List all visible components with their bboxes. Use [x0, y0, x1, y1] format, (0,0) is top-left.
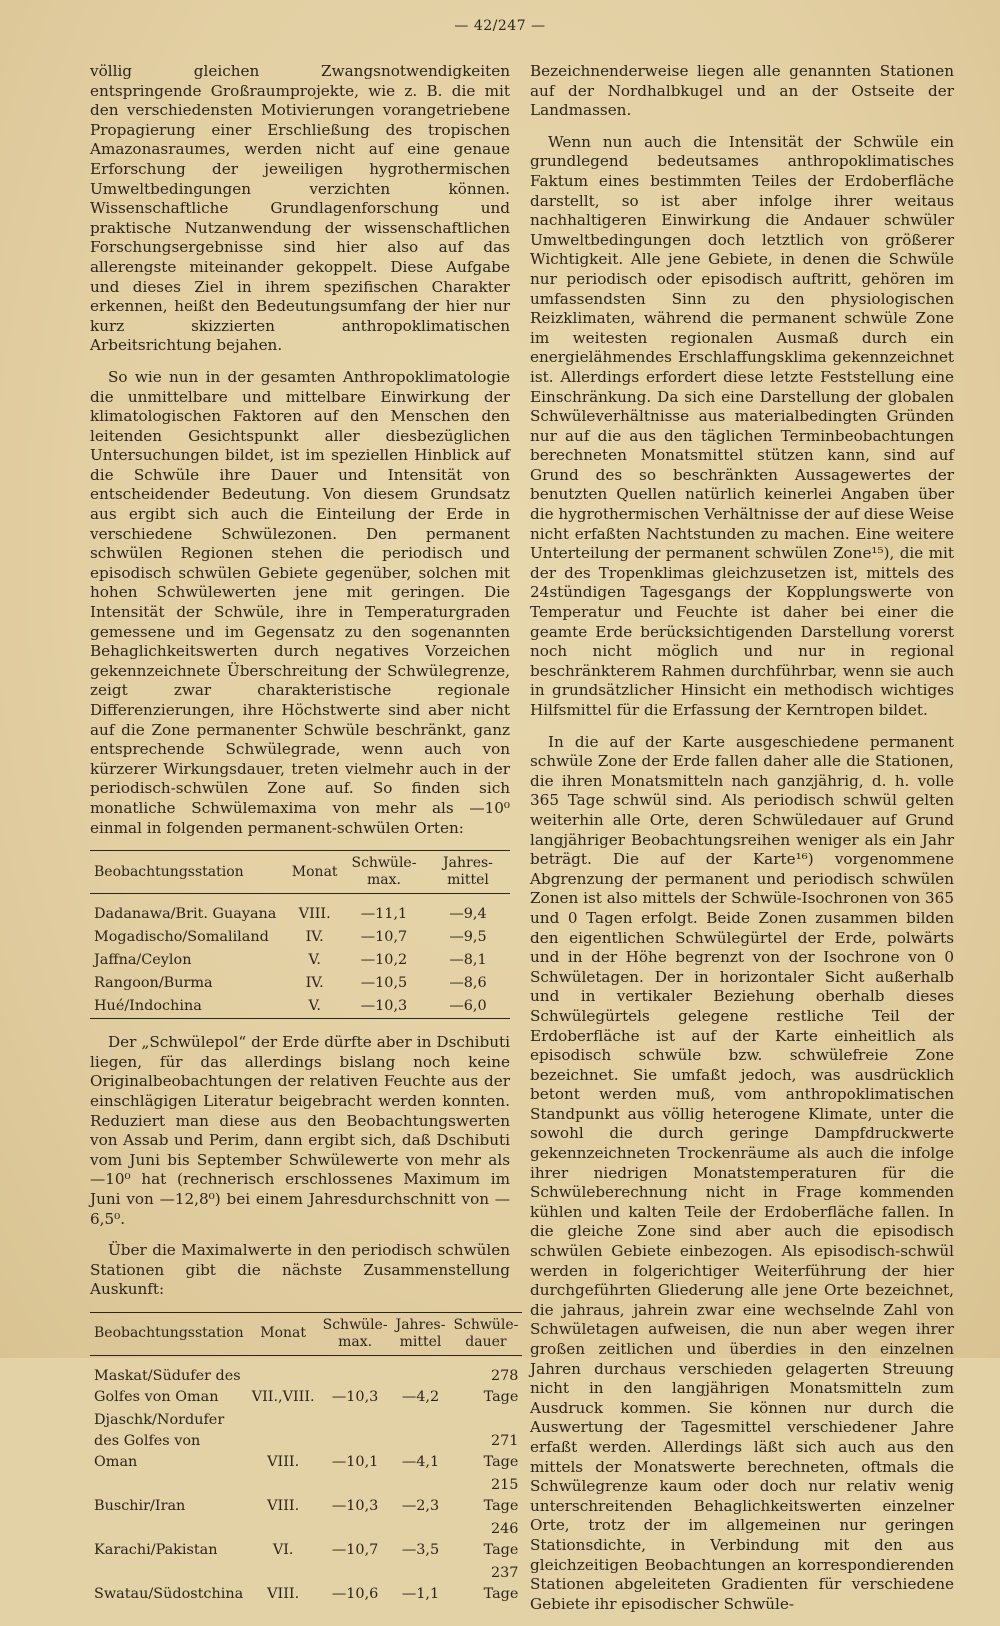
table-row [90, 1562, 522, 1606]
month-cell: VI. [272, 1541, 294, 1558]
left-paragraph-2: So wie nun in der gesamten Anthropoklimatologie die unmittelbare und mittelbare Einwirkung der klimatologischen Faktoren auf den Menschen den leitenden Gesichtspunkt aller diesbezüglichen Untersuchungen bildet, ist im speziellen Hinblick auf die Schwüle ihre Dauer und Intensität von entscheidender Bedeutung. Von diesem Grundsatz aus ergibt sich auch die Einteilung der Erde in verschiedene Schwülezonen. Den permanent schwülen Regionen stehen die periodisch und episodisch schwülen Gebiete gegenüber, solchen mit hohen Schwülewerten jene mit geringen. Die Intensität der Schwüle, ihre in Temperaturgraden gemessene und im Gegensatz zu den sogenannten Behaglichkeitswerten durch negatives Vorzeichen gekennzeichnete Überschreitung der Schwülegrenze, zeigt zwar charakteristische regionale Differenzierungen, ihre Höchstwerte sind aber nicht auf die Zone permanenter Schwüle beschränkt, ganz entsprechende Schwülegrade, wenn auch von kürzerer Wirkungsdauer, treten vielmehr auch in der periodisch-schwülen Zone auf. So finden sich monatliche Schwülemaxima von mehr als —10⁰ einmal in folgenden permanent-schwülen Orten: [90, 367, 510, 837]
mean-cell: —8,1 [449, 952, 487, 969]
station-cell: Karachi/Pakistan [94, 1541, 218, 1558]
table-row [90, 1409, 522, 1474]
month-cell: VIII. [267, 1453, 300, 1470]
duration-cell: 278 Tage [483, 1367, 519, 1405]
duration-cell: 237 Tage [483, 1564, 519, 1602]
right-column [530, 62, 954, 1626]
duration-cell: 246 Tage [483, 1520, 519, 1558]
station-cell: Swatau/Südostchina [94, 1585, 244, 1602]
month-cell: V. [308, 952, 321, 969]
table-header-row [90, 1312, 522, 1355]
station-cell: Hué/Indochina [94, 998, 202, 1015]
column-header: Jahres-mittel [443, 855, 493, 889]
table-row [90, 1355, 522, 1409]
station-cell: Buschir/Iran [94, 1497, 186, 1514]
right-paragraph-2: Wenn nun auch die Intensität der Schwüle ein grundlegend bedeutsames anthropoklimatisches Faktum eines bestimmten Teiles der Erdoberfläche darstellt, so ist aber infolge ihrer weitaus nachhaltigeren Einwirkung die Andauer schwüler Umweltbedingungen doch letztlich von größerer Wichtigkeit. Alle jene Gebiete, in denen die Schwüle nur periodisch oder episodisch auftritt, gehören im umfassendsten Sinn zu den physiologischen Reizklimaten, während die permanent schwüle Zone im weitesten regionalen Ausmaß durch ein energielähmendes Erschlaffungsklima gekennzeichnet ist. Allerdings erfordert diese letzte Feststellung eine Einschränkung. Da sich eine Darstellung der globalen Schwüleverhältnisse aus materialbedingten Gründen nur auf die aus den täglichen Terminbeobachtungen berechneten Monatsmittel stützen kann, sind auf Grund des so beschränkten Aussagewertes der benutzten Quellen natürlich keinerlei Angaben über die hygrothermischen Verhältnisse der auf diese Weise nicht erfaßten Nachtstunden zu machen. Eine weitere Unterteilung der permanent schwülen Zone¹⁵), die mit der des Tropenklimas gleichzusetzen ist, mittels des 24stündigen Tagesgangs der Kopplungswerte von Temperatur und Feuchte ist daher bei einer die geamte Erde berücksichtigenden Darstellung vorerst noch nicht möglich und nur in regional beschränkterem Rahmen durchführbar, wenn sie auch in grundsätzlicher Hinsicht ein methodisch wichtiges Hilfsmittel für die Erfassung der Kerntropen bildet. [530, 132, 954, 719]
station-cell: Djaschk/Nordufer des Golfes von Oman [94, 1411, 225, 1470]
station-cell: Dadanawa/Brit. Guayana [94, 906, 277, 923]
duration-cell: 215 Tage [483, 1476, 519, 1514]
column-header: Beobachtungsstation [94, 863, 244, 880]
column-header: Schwüle-max. [322, 1316, 388, 1350]
max-cell: —10,3 [331, 1388, 379, 1405]
month-cell: VII.,VIII. [251, 1388, 315, 1405]
left-paragraph-1: völlig gleichen Zwangsnotwendigkeiten entspringende Großraumprojekte, wie z. B. die mit den verschiedensten Motivierungen vorangetriebene Propagierung einer Erschließung des tropischen Amazonasraumes, werden nicht auf eine genaue Erforschung der jeweiligen hygrothermischen Umweltbedingungen verzichten können. Wissenschaftliche Grundlagenforschung und praktische Nutzanwendung der wissenschaftlichen Forschungsergebnisse sind hier also auf das allerengste miteinander gekoppelt. Diese Aufgabe und dieses Ziel in ihrem spezifischen Charakter erkennen, heißt den Bedeutungsumfang der hier nur kurz skizzierten anthropoklimatischen Arbeitsrichtung bejahen. [90, 62, 510, 355]
page-number: — 42/247 — [454, 18, 546, 34]
right-paragraph-1: Bezeichnenderweise liegen alle genannten Stationen auf der Nordhalbkugel und an der Ostseite der Landmassen. [530, 62, 954, 120]
mean-cell: —8,6 [449, 975, 487, 992]
month-cell: IV. [305, 975, 324, 992]
table-row [90, 972, 510, 995]
max-cell: —10,5 [360, 975, 408, 992]
right-paragraph-3: In die auf der Karte ausgeschiedene permanent schwüle Zone der Erde fallen daher alle die Stationen, die ihren Monatsmitteln nach ganzjährig, d. h. volle 365 Tage schwül sind. Als periodisch schwül gelten weiterhin alle Orte, deren Schwüledauer auf Grund langjähriger Beobachtungsreihen weniger als ein Jahr beträgt. Die auf der Karte¹⁶) vorgenommene Abgrenzung der permanent und periodisch schwülen Zonen ist also mittels der Schwüle-Isochronen von 365 und 0 Tagen erfolgt. Beide Zonen zusammen bilden den eigentlichen Schwülegürtel der Erde, polwärts und in der Höhe begrenzt von der Isochrone von 0 Schwületagen. Der in horizontaler Sicht außerhalb und in vertikaler Beziehung oberhalb dieses Schwülegürtels gelegene restliche Teil der Erdoberfläche ist auf der Karte einheitlich als episodisch schwüle bzw. schwülefreie Zone bezeichnet. Sie umfaßt jedoch, was ausdrücklich betont werden muß, vom anthropoklimatischen Standpunkt aus völlig heterogene Klimate, unter die sowohl die durch geringe Dampfdruckwerte gekennzeichneten Trockenräume als auch die infolge ihrer niedrigen Monatstemperaturen für die Schwüleberechnung nicht in Frage kommenden kühlen und kalten Teile der Erdoberfläche fallen. In die gleiche Zone sind aber auch die episodisch schwülen Gebiete einbezogen. Als episodisch-schwül werden in folgerichtiger Weiterführung der hier durchgeführten Gliederung alle jene Orte bezeichnet, die jahraus, jahrein zwar eine wechselnde Zahl von Schwületagen aufweisen, die nun aber wegen ihrer großen zeitlichen und überdies in den einzelnen Jahren durchaus verschieden gelagerten Streuung nicht in den langjährigen Monatsmitteln zum Ausdruck kommen. Sie können nur durch die Auswertung der Tagesmittel verschiedener Jahre erfaßt werden. Allerdings läßt sich auch aus den mittels der Monatswerte berechneten, oftmals die Schwülegrenze kaum oder doch nur relativ wenig unterschreitenden Behaglichkeitswerten einzelner Orte, trotz der im allgemeinen nur geringen Stationsdichte, in Verbindung mit den aus gleichzeitigen Beobachtungen an korrespondierenden Stationen abgeleiteten Gradienten für verschiedene Gebiete ihr episodischer Schwüle- [530, 732, 954, 1613]
max-cell: —10,3 [331, 1497, 379, 1514]
mean-cell: —1,1 [401, 1585, 440, 1602]
mean-cell: —3,5 [401, 1541, 440, 1558]
max-cell: —10,3 [360, 998, 408, 1015]
max-cell: —10,6 [331, 1585, 379, 1602]
station-cell: Mogadischo/Somaliland [94, 929, 269, 946]
column-header: Schwüle-max. [351, 855, 417, 889]
month-cell: VIII. [267, 1585, 300, 1602]
max-cell: —10,1 [331, 1453, 379, 1470]
table-row [90, 1474, 522, 1518]
max-cell: —11,1 [360, 906, 408, 923]
column-header: Monat [260, 1325, 307, 1342]
column-header: Schwüle-dauer [453, 1316, 519, 1350]
month-cell: V. [308, 998, 321, 1015]
station-cell: Maskat/Südufer des Golfes von Oman [94, 1367, 241, 1405]
month-cell: VIII. [267, 1497, 300, 1514]
table-row [90, 1518, 522, 1562]
left-column [90, 62, 519, 1618]
table-permanent-stations [90, 850, 510, 1021]
table-header-row [90, 851, 510, 894]
column-header: Jahres-mittel [395, 1316, 446, 1350]
max-cell: —10,7 [331, 1541, 379, 1558]
month-cell: IV. [305, 929, 324, 946]
station-cell: Jaffna/Ceylon [94, 952, 192, 969]
mean-cell: —9,4 [449, 906, 487, 923]
table-periodic-stations [90, 1312, 522, 1606]
table-row [90, 949, 510, 972]
month-cell: VIII. [298, 906, 331, 923]
column-header: Monat [291, 863, 338, 880]
station-cell: Rangoon/Burma [94, 975, 213, 992]
mean-cell: —2,3 [401, 1497, 440, 1514]
table-row [90, 894, 510, 927]
max-cell: —10,7 [360, 929, 408, 946]
table-row [90, 926, 510, 949]
column-header: Beobachtungsstation [94, 1325, 244, 1342]
duration-cell: 271 Tage [483, 1432, 519, 1470]
mean-cell: —6,0 [449, 998, 487, 1015]
table-row [90, 995, 510, 1019]
mean-cell: —4,2 [401, 1388, 440, 1405]
max-cell: —10,2 [360, 952, 408, 969]
mean-cell: —9,5 [449, 929, 487, 946]
mean-cell: —4,1 [401, 1453, 440, 1470]
left-paragraph-4: Über die Maximalwerte in den periodisch schwülen Stationen gibt die nächste Zusammenstellung Auskunft: [90, 1241, 510, 1299]
left-paragraph-3: Der „Schwülepol“ der Erde dürfte aber in Dschibuti liegen, für das allerdings bislang noch keine Originalbeobachtungen der relativen Feuchte aus der einschlägigen Literatur beigebracht werden konnten. Reduziert man diese aus den Beobachtungswerten von Assab und Perim, dann ergibt sich, daß Dschibuti vom Juni bis September Schwülewerte von mehr als —10⁰ hat (rechnerisch erschlossenes Maximum im Juni von —12,8⁰) bei einem Jahresdurchschnitt von —6,5⁰. [90, 1033, 510, 1228]
